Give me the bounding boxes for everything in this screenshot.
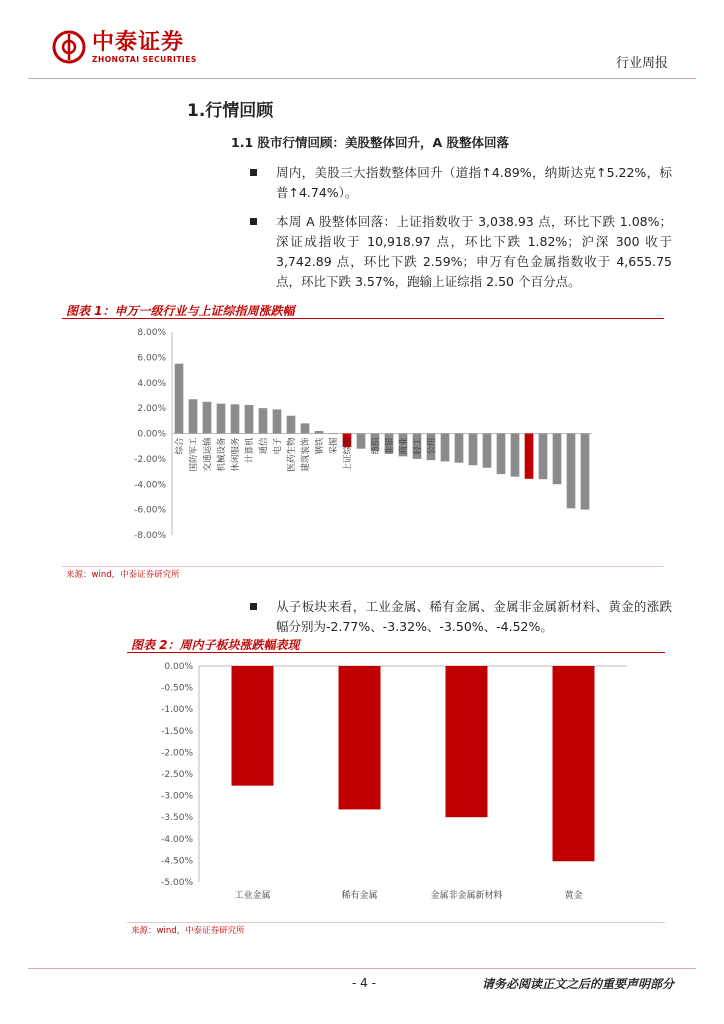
bar: [357, 434, 366, 449]
y-tick-label: -2.00%: [161, 748, 193, 759]
x-tick-label: 建筑装饰: [301, 437, 311, 472]
bar: [203, 402, 212, 434]
bar: [483, 434, 492, 468]
bar: [287, 416, 296, 434]
x-tick-label: 上证综指: [343, 437, 353, 472]
x-tick-label: 轻工: [413, 437, 423, 455]
section-subtitle: 1.1 股市行情回顾：美股整体回升，A 股整体回落: [231, 135, 510, 150]
bar: [245, 405, 254, 434]
x-tick-label: 工业金属: [234, 891, 271, 901]
bar: [553, 666, 595, 861]
bar: [315, 431, 324, 434]
bar: [455, 434, 464, 463]
bar: [273, 409, 282, 433]
y-tick-label: 8.00%: [137, 328, 166, 338]
bar: [469, 434, 478, 466]
x-tick-label: 采掘: [329, 437, 339, 455]
bar: [553, 434, 562, 485]
logo-english-name: ZHONGTAI SECURITIES: [92, 54, 197, 64]
report-type-label: 行业周报: [615, 56, 668, 71]
bar: [217, 404, 226, 434]
y-tick-label: -1.50%: [161, 726, 193, 737]
x-tick-label: 电子: [273, 437, 283, 455]
y-tick-label: 2.00%: [137, 404, 166, 415]
figure2-title-rule: [127, 652, 665, 653]
y-tick-label: 6.00%: [137, 353, 166, 364]
bar: [581, 434, 590, 510]
y-tick-label: 0.00%: [137, 429, 166, 440]
header-divider: [28, 78, 696, 79]
bullet-text: 从子板块来看，工业金属、稀有金属、金属非金属新材料、黄金的涨跌幅分别为-2.77%、-3.32%、-3.50%、-4.52%。: [276, 599, 672, 634]
bar: [441, 434, 450, 462]
footer-disclaimer: 请务必阅读正文之后的重要声明部分: [481, 977, 674, 991]
y-tick-label: -8.00%: [134, 531, 166, 541]
x-tick-label: 机械设备: [217, 437, 227, 472]
bar: [189, 399, 198, 433]
y-tick-label: -2.00%: [134, 454, 166, 465]
figure2-source: 来源：wind，中泰证券研究所: [131, 926, 245, 936]
x-tick-label: 公用: [427, 437, 437, 455]
logo-chinese-name: 中泰证券: [92, 29, 185, 55]
y-tick-label: -3.00%: [161, 791, 193, 802]
x-tick-label: 纺织: [371, 437, 381, 455]
y-tick-label: -6.00%: [134, 505, 166, 516]
bar: [231, 404, 240, 433]
x-tick-label: 交通运输: [203, 437, 213, 472]
page-number: - 4 -: [352, 976, 376, 990]
figure2-title: 图表 2：周内子板块涨跌幅表现: [131, 638, 300, 652]
bar: [497, 434, 506, 475]
bullet-item: [250, 163, 672, 203]
x-tick-label: 医药生物: [287, 437, 297, 472]
x-tick-label: 钢铁: [315, 437, 325, 455]
figure1-source-rule: [62, 566, 664, 567]
bullet-item: [250, 212, 672, 292]
company-logo: [52, 30, 197, 64]
bullet-text: 周内，美股三大指数整体回升（道指↑4.89%，纳斯达克↑5.22%，标普↑4.74%）。: [276, 165, 672, 200]
figure2-source-rule: [127, 922, 665, 923]
figure1-title-rule: [62, 318, 664, 319]
bullet-text: 本周 A 股整体回落：上证指数收于 3,038.93 点，环比下跌 1.08%；深证成指收于 10,918.97 点，环比下跌 1.82%；沪深 300 收于 3,742.89 点，环比下跌 2.59%；申万有色金属指数收于 4,655.75 点，环比下跌 3.57%，跑输上证综指 2.50 个百分点。: [276, 214, 672, 289]
y-tick-label: 0.00%: [164, 662, 193, 672]
x-tick-label: 稀有金属: [341, 891, 378, 901]
figure1-source: 来源：wind，中泰证券研究所: [66, 570, 180, 580]
x-tick-label: 黄金: [564, 891, 583, 901]
y-tick-label: -0.50%: [161, 683, 193, 694]
x-tick-label: 商业: [399, 437, 409, 455]
bullet-item: [250, 597, 672, 637]
x-tick-label: 休闲服务: [231, 437, 241, 472]
bar: [259, 408, 268, 433]
bar: [446, 666, 488, 817]
x-tick-label: 通信: [259, 437, 269, 455]
bar: [232, 666, 274, 786]
x-tick-label: 国防军工: [189, 437, 199, 472]
y-tick-label: 4.00%: [137, 378, 166, 389]
y-tick-label: -3.50%: [161, 813, 193, 824]
zhongtai-logo-icon: [52, 30, 86, 64]
x-tick-label: 计算机: [245, 437, 255, 464]
bullet-square-icon: [250, 603, 257, 610]
bullet-square-icon: [250, 218, 257, 225]
figure1-chart: [62, 320, 664, 566]
y-tick-label: -4.00%: [134, 480, 166, 491]
bar: [339, 666, 381, 809]
bar: [567, 434, 576, 509]
footer-divider: [28, 968, 696, 969]
y-tick-label: -4.50%: [161, 856, 193, 867]
x-tick-label: 综合: [175, 437, 185, 455]
bar: [511, 434, 520, 477]
x-tick-label: 金属非金属新材料: [430, 891, 503, 901]
figure2-chart: [127, 654, 665, 920]
y-tick-label: -5.00%: [161, 878, 193, 888]
bar: [539, 434, 548, 480]
y-tick-label: -2.50%: [161, 770, 193, 780]
y-tick-label: -1.00%: [161, 705, 193, 716]
bar: [525, 434, 534, 479]
bullet-square-icon: [250, 169, 257, 176]
x-tick-label: 非银: [385, 437, 395, 455]
bar: [329, 434, 338, 435]
figure1-title: 图表 1：申万一级行业与上证综指周涨跌幅: [66, 304, 295, 318]
bar: [175, 364, 184, 434]
y-tick-label: -4.00%: [161, 834, 193, 845]
bar: [301, 423, 310, 433]
section-title: 1.行情回顾: [187, 101, 274, 121]
